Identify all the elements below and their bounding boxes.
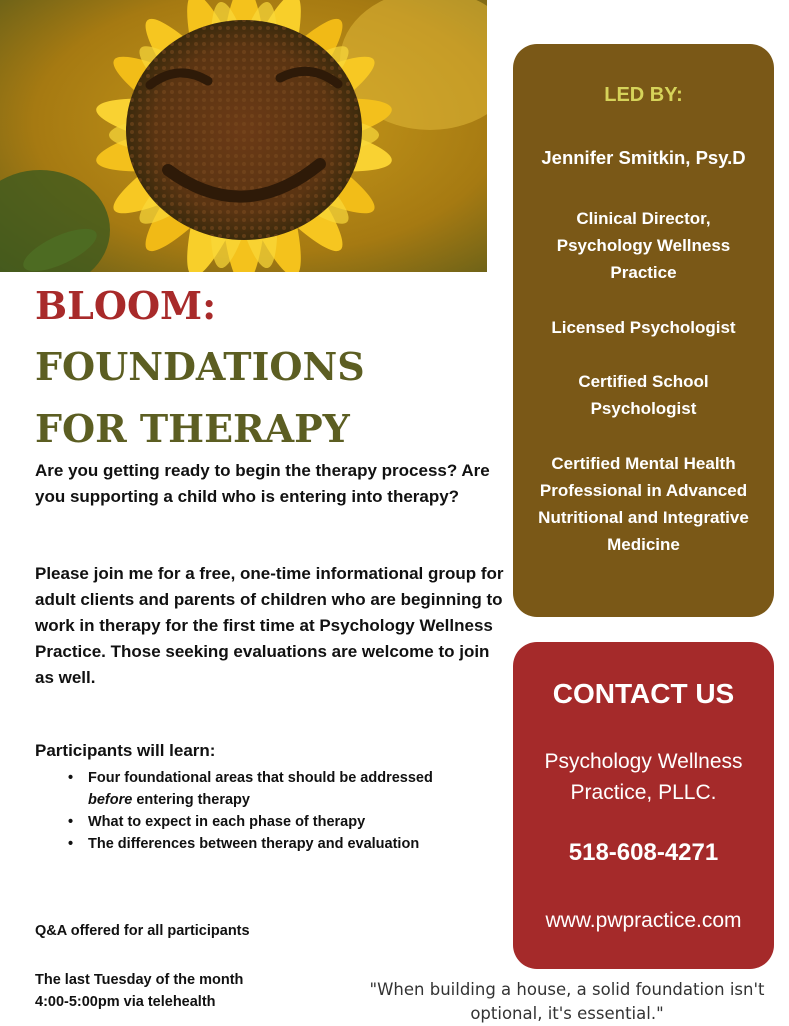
schedule-day: The last Tuesday of the month (35, 972, 244, 988)
title-line-foundations: FOUNDATIONS (35, 344, 365, 389)
learn-item: • The differences between therapy and evaluation (60, 833, 440, 855)
schedule (35, 969, 243, 1013)
sunflower-smiley-photo (0, 0, 487, 272)
learn-item: • What to expect in each phase of therapy (60, 811, 440, 833)
learn-list (60, 767, 440, 855)
led-by-panel (513, 44, 774, 617)
title-line-bloom: BLOOM: (35, 283, 217, 328)
schedule-time: 4:00-5:00pm via telehealth (35, 994, 216, 1010)
contact-panel (513, 642, 774, 969)
credential-item: Licensed Psychologist (551, 318, 736, 337)
presenter-name: Jennifer Smitkin, Psy.D (541, 147, 746, 168)
foundation-quote: "When building a house, a solid foundation isn't optional, it's essential." (369, 980, 765, 1023)
practice-name: Psychology Wellness Practice, PLLC. (544, 750, 743, 804)
credential-item: Certified Mental Health Professional in Advanced Nutritional and Integrative Medicine (538, 454, 749, 554)
website-link[interactable]: www.pwpractice.com (545, 909, 742, 932)
learn-heading: Participants will learn: (35, 741, 216, 760)
invitation-paragraph: Please join me for a free, one-time informational group for adult clients and parents of children who are beginning to work in therapy for the first time at Psychology Wellness Practice. Those seeking evaluations are welcome to join as well. (35, 564, 504, 687)
qa-note: Q&A offered for all participants (35, 923, 250, 939)
led-by-label: LED BY: (604, 84, 683, 106)
learn-item: • Four foundational areas that should be addressed before entering therapy (60, 767, 440, 811)
credential-item: Certified School Psychologist (578, 372, 709, 418)
phone-number[interactable]: 518-608-4271 (568, 839, 719, 866)
contact-heading: CONTACT US (552, 678, 735, 709)
intro-paragraph: Are you getting ready to begin the therapy process? Are you supporting a child who is entering into therapy? (35, 461, 490, 506)
credential-item: Clinical Director, Psychology Wellness Practice (556, 209, 731, 282)
title-line-for-therapy: FOR THERAPY (35, 406, 350, 451)
